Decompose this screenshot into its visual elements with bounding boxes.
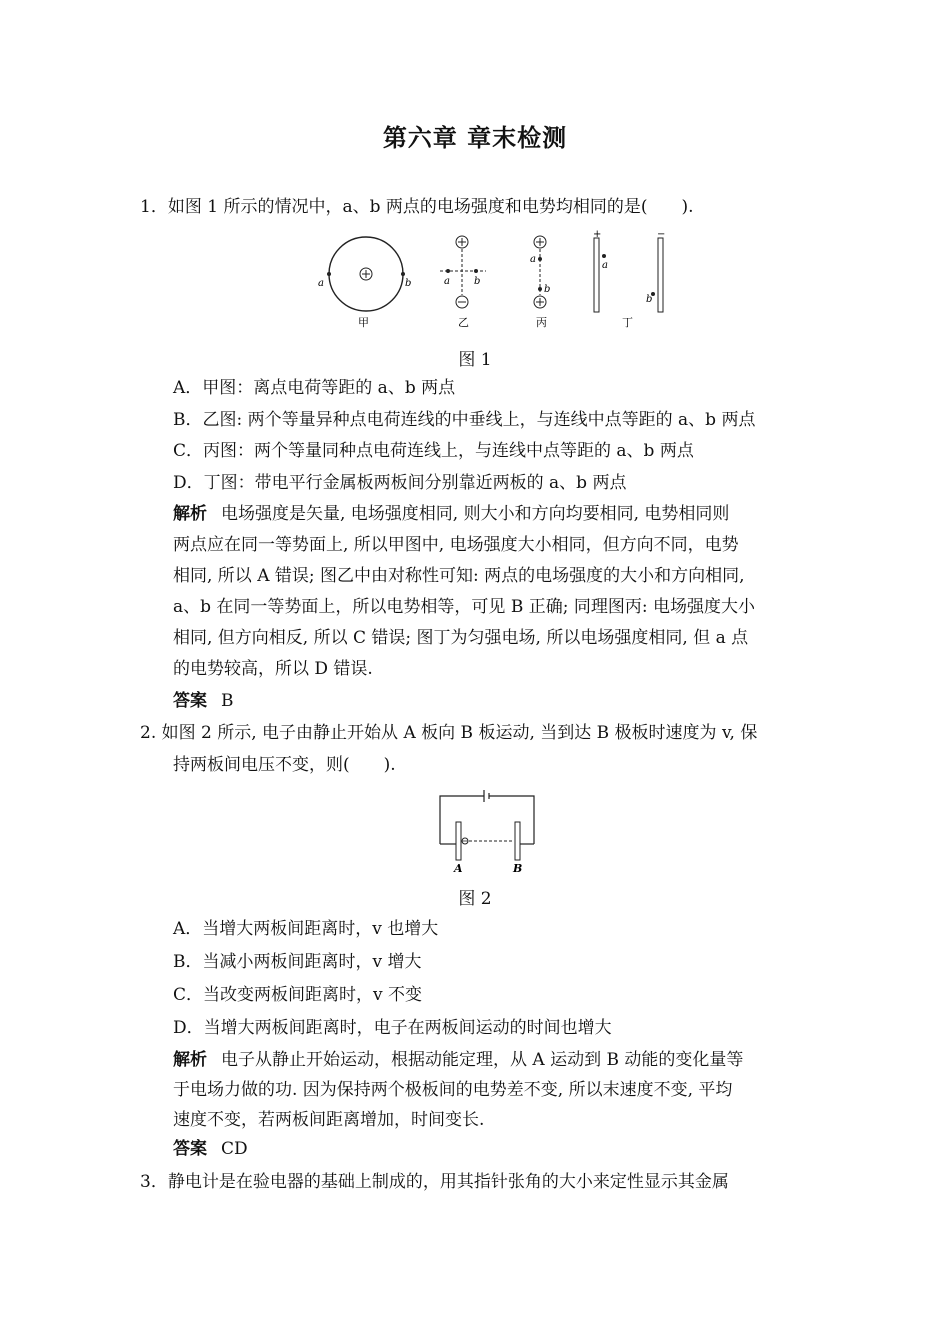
analysis-label: 解析 [173,1050,207,1070]
q2-option-b: B．当减小两板间距离时，v 增大 [173,952,422,972]
svg-text:a: a [444,276,450,287]
q1-analysis-line: 两点应在同一等势面上, 所以甲图中, 电场强度大小相同，但方向不同，电势 [173,535,739,555]
q1-figure [310,228,680,334]
q2-option-c: C．当改变两板间距离时，v 不变 [173,985,423,1005]
q2-option-d: D．当增大两板间距离时，电子在两板间运动的时间也增大 [173,1018,612,1038]
answer-label: 答案 [173,1139,207,1159]
q1-analysis-line: a、b 在同一等势面上，所以电势相等，可见 B 正确; 同理图丙: 电场强度大小 [173,597,755,617]
svg-text:a: a [318,278,324,289]
q2-analysis-line: 速度不变，若两板间距离增加，时间变长. [173,1110,485,1130]
figure-bing [530,236,550,329]
q1-option-a: A．甲图：离点电荷等距的 a、b 两点 [173,378,456,398]
q1-analysis-line: 相同, 但方向相反, 所以 C 错误; 图丁为匀强电场, 所以电场强度相同, 但 a 点 [173,628,749,648]
svg-text:−: − [657,229,666,240]
analysis-label: 解析 [173,504,207,524]
svg-text:丁: 丁 [622,316,633,329]
q2-figure [432,788,542,876]
q1-option-c: C．丙图：两个等量同种点电荷连线上，与连线中点等距的 a、b 两点 [173,441,694,461]
svg-text:A: A [454,862,463,875]
q2-analysis-line: 于电场力做的功. 因为保持两个极板间的电势差不变, 所以末速度不变, 平均 [173,1080,733,1100]
svg-text:b: b [405,278,412,289]
figure-yi [440,236,486,329]
svg-text:b: b [474,276,481,287]
figure-1-caption: 图 1 [458,350,492,370]
q1-answer: 答案 B [173,691,234,711]
svg-text:a: a [530,254,536,265]
svg-text:b: b [544,284,551,295]
svg-text:a: a [602,260,608,271]
q1-option-b: B．乙图: 两个等量异种点电荷连线的中垂线上，与连线中点等距的 a、b 两点 [173,410,756,430]
figure-2-caption: 图 2 [458,889,492,909]
svg-text:丙: 丙 [536,316,547,329]
svg-text:B: B [513,862,523,875]
q1-analysis-line: 的电势较高，所以 D 错误. [173,659,373,679]
svg-text:b: b [646,294,653,305]
q1-option-d: D．丁图：带电平行金属板两板间分别靠近两板的 a、b 两点 [173,473,627,493]
svg-text:+: + [593,229,602,240]
q2-stem-line: 持两板间电压不变，则( ). [173,755,396,775]
figure-jia [318,237,411,329]
figure-ding [593,229,665,329]
q2-option-a: A．当增大两板间距离时，v 也增大 [173,919,439,939]
q1-analysis-line: 相同, 所以 A 错误; 图乙中由对称性可知: 两点的电场强度的大小和方向相同, [173,566,745,586]
q1-stem: 1．如图 1 所示的情况中，a、b 两点的电场强度和电势均相同的是( ). [140,197,694,217]
answer-label: 答案 [173,691,207,711]
q2-stem-line: 2. 如图 2 所示, 电子由静止开始从 A 板向 B 板运动, 当到达 B 极板时速度为 v, 保 [140,723,758,743]
q1-analysis-line: 解析 电场强度是矢量, 电场强度相同, 则大小和方向均要相同, 电势相同则 [173,504,730,524]
q2-answer: 答案 CD [173,1139,248,1159]
q2-analysis-line: 解析 电子从静止开始运动，根据动能定理，从 A 运动到 B 动能的变化量等 [173,1050,744,1070]
svg-text:乙: 乙 [458,316,469,329]
svg-text:甲: 甲 [358,316,369,329]
page-title: 第六章 章末检测 [382,123,568,152]
q3-stem: 3．静电计是在验电器的基础上制成的，用其指针张角的大小来定性显示其金属 [140,1172,729,1192]
